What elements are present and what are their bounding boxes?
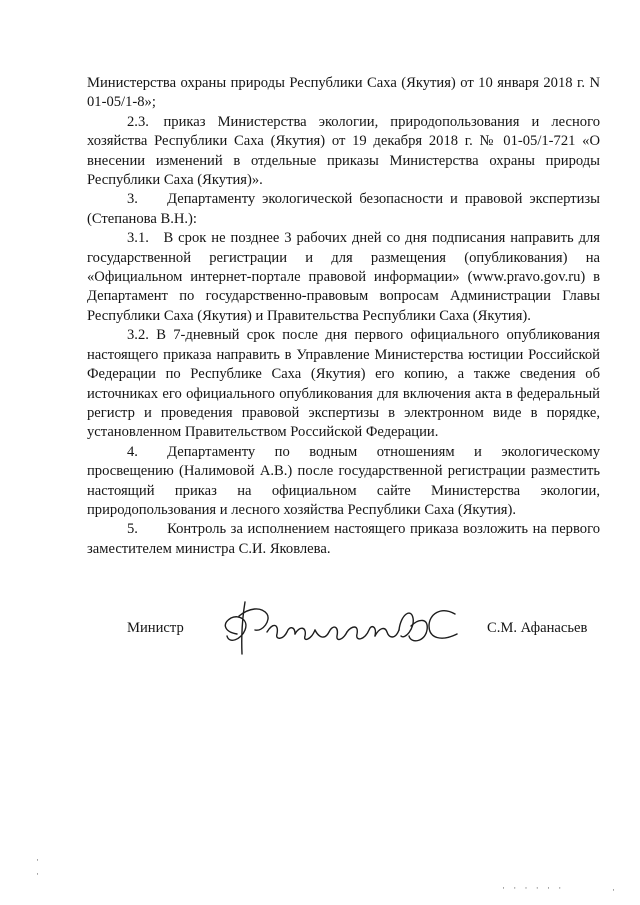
signatory-title: Министр — [127, 620, 184, 636]
paragraph-4: 4. Департаменту по водным отношениям и экологическому просвещению (Налимовой А.В.) после государственной регистрации разместить настоящий приказ на официальном сайте Министерства экологии, природопользования и лесного хозяйства Республики Саха (Якутия). — [87, 443, 600, 518]
document-body — [87, 74, 600, 559]
paragraph-2-3: 2.3. приказ Министерства экологии, природопользования и лесного хозяйства Республики Саха (Якутия) от 19 декабря 2018 г. № 01-05/1-721 «О внесении изменений в отдельные приказы Министерства охраны природы Республики Саха (Якутия)». — [87, 113, 600, 189]
scan-speck: · — [612, 885, 615, 895]
scan-speck: · — [36, 855, 39, 865]
handwritten-signature — [215, 596, 465, 660]
scan-speck: · · · · · · — [502, 883, 565, 893]
paragraph-5: 5. Контроль за исполнением настоящего приказа возложить на первого заместителем министра С.И. Яковлева. — [87, 521, 600, 557]
paragraph-3-1: 3.1. В срок не позднее 3 рабочих дней со дня подписания направить для государственной регистрации и для размещения (опубликования) на «Официальном интернет-портале правовой информации» (www.pravo.gov.ru) в Департамент по государственно-правовым вопросам Администрации Главы Республики Саха (Якутия) и Правительства Республики Саха (Якутия). — [87, 230, 600, 324]
paragraph-3-2: 3.2. В 7-дневный срок после дня первого официального опубликования настоящего приказа направить в Управление Министерства юстиции Российской Федерации по Республике Саха (Якутия) его копию, а также сведения об источниках его официального опубликования для включения акта в федеральный регистр и проведения правовой экспертизы в электронном виде в порядке, установленном Правительством Российской Федерации. — [87, 327, 600, 441]
signatory-name: С.М. Афанасьев — [487, 620, 588, 636]
paragraph-continuation: Министерства охраны природы Республики Саха (Якутия) от 10 января 2018 г. N 01-05/1-8»; — [87, 75, 600, 111]
signature-block — [0, 620, 640, 660]
scan-speck: · — [36, 869, 39, 879]
paragraph-3: 3. Департаменту экологической безопасности и правовой экспертизы (Степанова В.Н.): — [87, 191, 600, 227]
